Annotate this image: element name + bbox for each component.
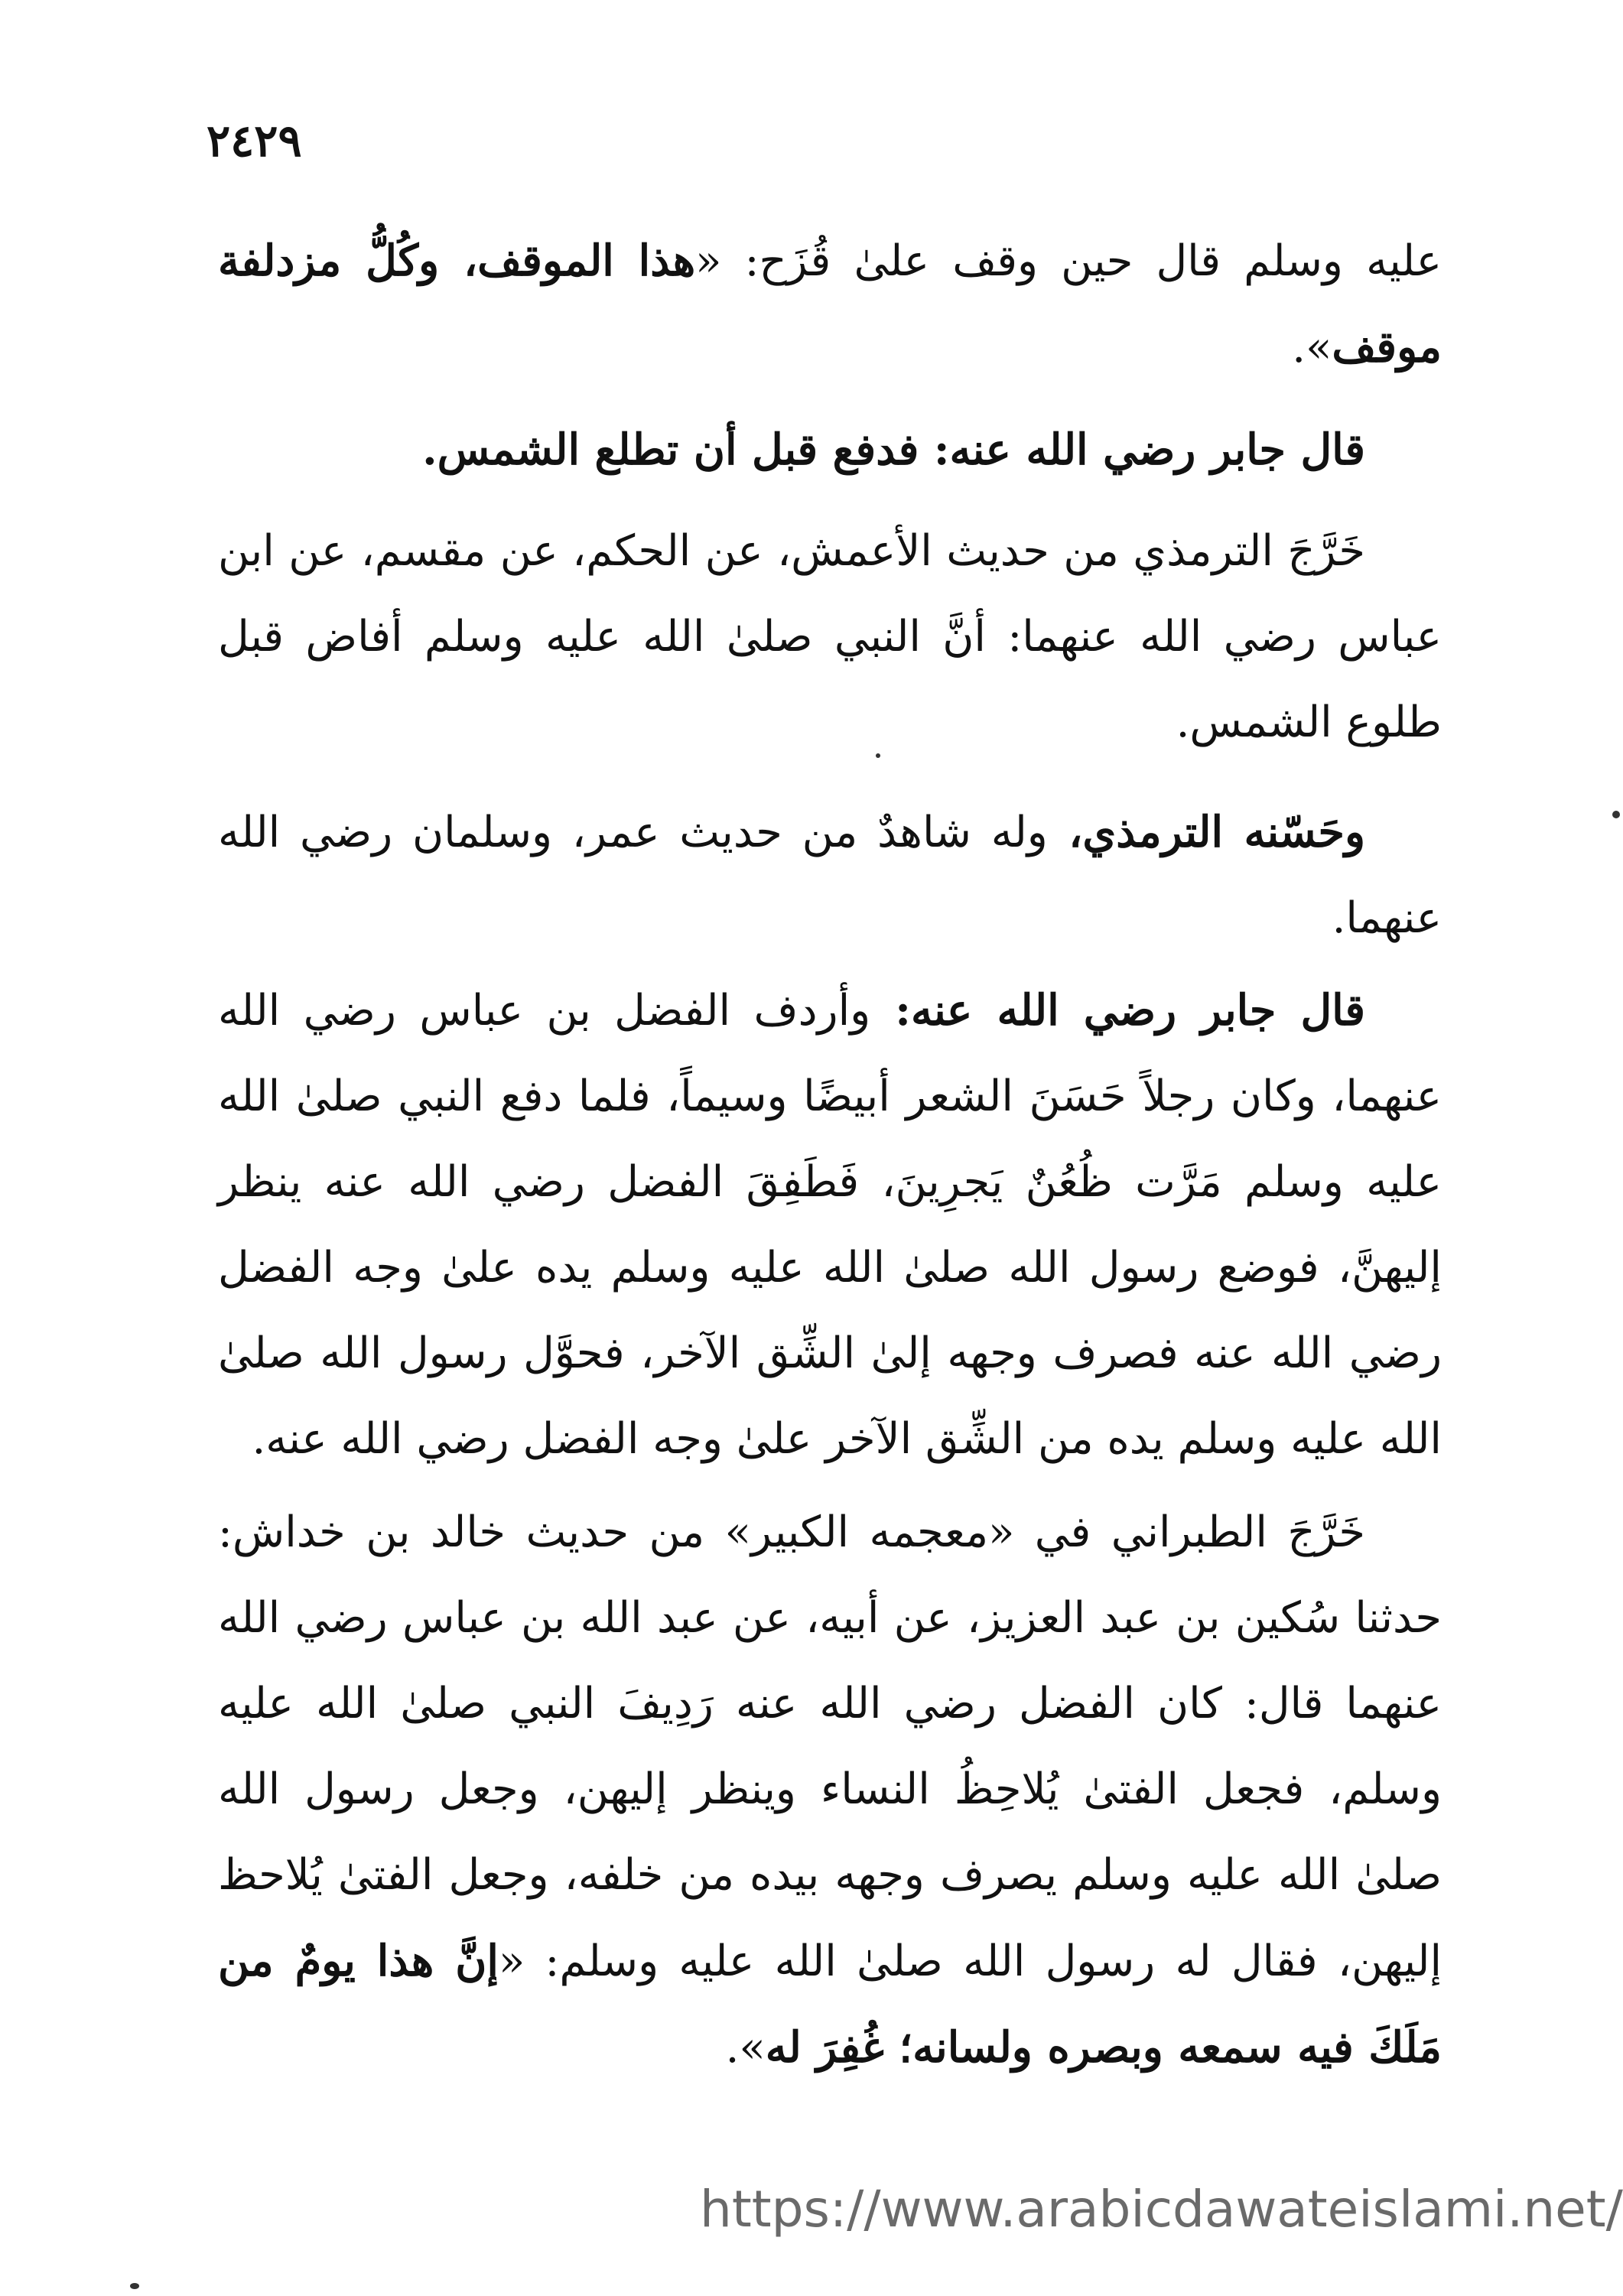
paragraph-5-text: وأردف الفضل بن عباس رضي الله عنهما، وكان رجلاً حَسَنَ الشعر أبيضًا وسيماً، فلما دفع النبي صلىٰ الله عليه وسلم مَرَّت ظُعُنٌ يَجرِينَ، فَطَفِقَ الفضل رضي الله عنه ينظر إليهنَّ، فوضع رسول الله صلىٰ الله عليه وسلم يده علىٰ وجه الفضل رضي الله عنه فصرف وجهه إلىٰ الشِّق الآخر، فحوَّل رسول الله صلىٰ الله عليه وسلم يده من الشِّق الآخر علىٰ وجه الفضل رضي الله عنه. <box>218 986 1442 1464</box>
paragraph-6-text: ». <box>725 2023 766 2073</box>
hadith-quote: هذا الموقف، وكُلُّ مزدلفة موقف <box>218 236 1442 372</box>
watermark-url: https://www.arabicdawateislami.net/ <box>700 2180 1623 2239</box>
scan-speck <box>1612 811 1620 818</box>
paragraph-5 <box>218 968 1442 1482</box>
paragraph-6 <box>218 1490 1442 2091</box>
paragraph-1 <box>218 218 1442 391</box>
paragraph-3-text: خَرَّجَ الترمذي من حديث الأعمش، عن الحكم، عن مقسم، عن ابن عباس رضي الله عنهما: أنَّ النبي صلىٰ الله عليه وسلم أفاض قبل طلوع الشمس. <box>218 526 1442 747</box>
paragraph-2 <box>218 407 1442 493</box>
page-number: ٢٤٢٩ <box>207 115 302 167</box>
scan-speck <box>130 2283 139 2289</box>
narrator-attribution: قال جابر رضي الله عنه: <box>919 424 1365 475</box>
paragraph-4-text: وله شاهدٌ من حديث عمر، وسلمان رضي الله عنهما. <box>218 808 1442 943</box>
narrator-attribution: قال جابر رضي الله عنه: <box>870 985 1365 1036</box>
hadith-quote: إنَّ هذا يومٌ من مَلَكَ فيه سمعه وبصره ولسانه؛ غُفِرَ له <box>218 1936 1442 2073</box>
paragraph-3 <box>218 509 1442 766</box>
paragraph-6-text: خَرَّجَ الطبراني في «معجمه الكبير» من حديث خالد بن خداش: حدثنا سُكين بن عبد العزيز، عن أبيه، عن عبد الله بن عباس رضي الله عنهما قال: كان الفضل رضي الله عنه رَدِيفَ النبي صلىٰ الله عليه وسلم، فجعل الفتىٰ يُلاحِظُ النساء وينظر إليهن، وجعل رسول الله صلىٰ الله عليه وسلم يصرف وجهه بيده من خلفه، وجعل الفتىٰ يُلاحظ إليهن، فقال له رسول الله صلىٰ الله عليه وسلم: « <box>218 1507 1442 1986</box>
grading-note: وحَسّنه الترمذي، <box>1047 807 1366 857</box>
paragraph-1-part: ». <box>1292 323 1332 372</box>
paragraph-1-part: عليه وسلم قال حين وقف علىٰ قُزَح: « <box>695 236 1442 286</box>
narration-text: فدفع قبل أن تطلع الشمس. <box>422 424 919 475</box>
scan-speck <box>876 753 880 758</box>
paragraph-4 <box>218 789 1442 961</box>
